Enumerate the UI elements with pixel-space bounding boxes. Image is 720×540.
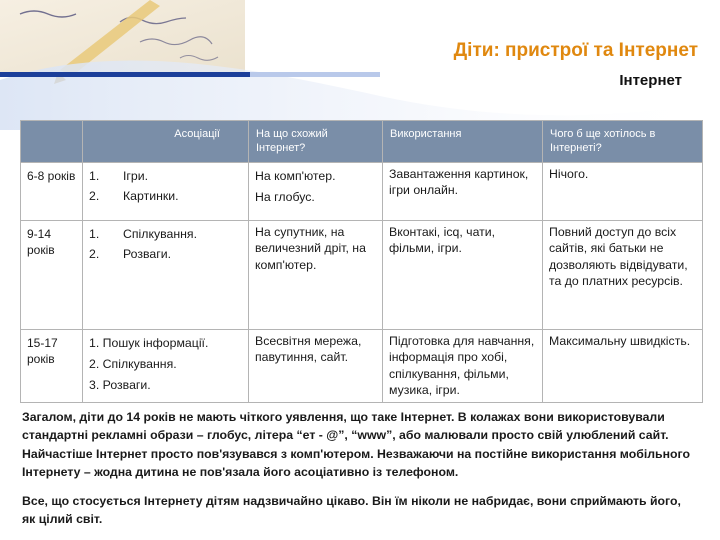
table-row <box>21 162 703 220</box>
slide-title: Діти: пристрої та Інтернет <box>453 40 698 61</box>
blue-band-light <box>250 72 380 77</box>
list-item: 2. Розваги. <box>89 246 172 261</box>
results-table <box>20 120 703 403</box>
list-item: 2. Спілкування. <box>89 356 177 371</box>
looks-like-cell <box>249 162 383 220</box>
background-decoration <box>0 0 720 130</box>
slide-subtitle: Інтернет <box>619 72 682 89</box>
list-item: На глобус. <box>255 189 315 204</box>
table-header-row <box>21 121 703 163</box>
age-cell: 9-14 років <box>21 220 83 329</box>
usage-cell: Вконтакі, icq, чати, фільми, ігри. <box>383 220 543 329</box>
header-associations: Асоціації <box>83 121 249 163</box>
blue-band-dark <box>0 72 250 77</box>
associations-cell <box>83 329 249 402</box>
wish-cell: Нічого. <box>543 162 703 220</box>
looks-like-cell: На супутник, на величезний дріт, на комп'ютер. <box>249 220 383 329</box>
summary-text <box>22 408 694 539</box>
list-item: 1. Пошук інформації. <box>89 335 209 350</box>
summary-paragraph: Все, що стосується Інтернету дітям надзвичайно цікаво. Він їм ніколи не набридає, вони сприймають його, як цілий світ. <box>22 493 681 527</box>
age-cell: 6-8 років <box>21 162 83 220</box>
header-empty <box>21 121 83 163</box>
list-item: 2. Картинки. <box>89 188 179 203</box>
list-item: 1. Ігри. <box>89 168 149 183</box>
wish-cell: Максимальну швидкість. <box>543 329 703 402</box>
list-item: 1. Спілкування. <box>89 226 198 241</box>
looks-like-cell: Всесвітня мережа, павутиння, сайт. <box>249 329 383 402</box>
header-looks-like: На що схожий Інтернет? <box>249 121 383 163</box>
list-item: 3. Розваги. <box>89 377 151 392</box>
associations-cell <box>83 220 249 329</box>
age-cell: 15-17 років <box>21 329 83 402</box>
list-item: На комп'ютер. <box>255 168 336 183</box>
usage-cell: Підготовка для навчання, інформація про хобі, спілкування, фільми, музика, ігри. <box>383 329 543 402</box>
table-row <box>21 329 703 402</box>
table-row <box>21 220 703 329</box>
wish-cell: Повний доступ до всіх сайтів, які батьки не дозволяють відвідувати, та до платних ресурсів. <box>543 220 703 329</box>
summary-paragraph: Загалом, діти до 14 років не мають чіткого уявлення, що таке Інтернет. В колажах вони використовували стандартні рекламні образи – глобус, літера “ет - @”, “www”, або малювали просто свій улюблений сайт. Найчастіше Інтернет просто пов'язувався з комп'ютером. Незважаючи на постійне використання мобільного Інтернету – жодна дитина не пов'язала його асоціативно із телефоном. <box>22 410 691 480</box>
header-wish: Чого б ще хотілось в Інтернеті? <box>543 121 703 163</box>
associations-cell <box>83 162 249 220</box>
header-usage: Використання <box>383 121 543 163</box>
usage-cell: Завантаження картинок, ігри онлайн. <box>383 162 543 220</box>
